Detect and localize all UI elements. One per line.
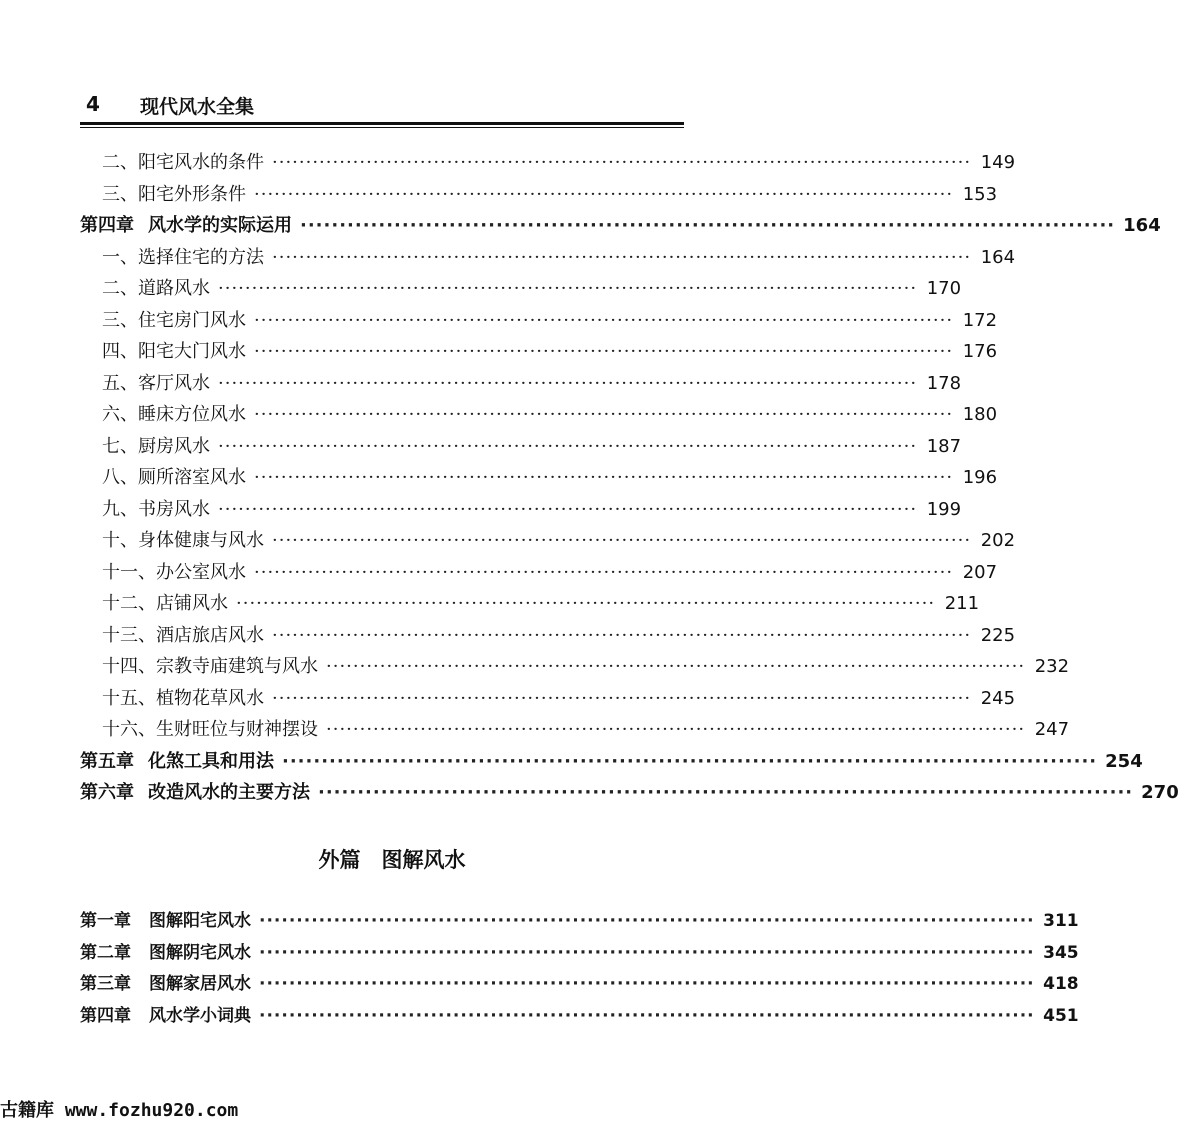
chapter-number: 第六章	[80, 782, 134, 803]
toc-entry-title: 风水学小词典	[149, 1005, 251, 1026]
dot-leader: ········································································································	[218, 278, 918, 299]
toc-entry-label	[80, 746, 274, 778]
toc-entry-title: 图解家居风水	[149, 974, 251, 994]
toc-entry	[80, 399, 998, 431]
toc-entry-title: 六、睡床方位风水	[102, 404, 246, 425]
toc-entry	[80, 336, 998, 368]
toc-entry	[80, 588, 980, 620]
toc-entry-title: 十二、店铺风水	[102, 593, 228, 614]
toc-entry-title: 十四、宗教寺庙建筑与风水	[102, 656, 318, 677]
toc-entry-title: 四、阳宅大门风水	[102, 341, 246, 362]
page-number: 4	[86, 92, 101, 116]
toc-entry-label	[80, 273, 210, 305]
toc-page-number: 311	[1043, 911, 1079, 931]
book-title: 现代风水全集	[140, 96, 255, 118]
toc-entry-label	[80, 305, 246, 337]
toc-entry-title: 十五、植物花草风水	[102, 687, 264, 709]
toc-page-number: 232	[1034, 656, 1070, 677]
toc-page-number: 202	[980, 530, 1016, 551]
chapter-number: 第四章	[80, 1005, 131, 1026]
dot-leader: ········································································································	[259, 974, 1035, 994]
toc-page-number: 149	[980, 152, 1016, 173]
toc-page-number: 418	[1043, 974, 1079, 994]
dot-leader: ········································································································	[326, 719, 1026, 740]
toc-page-number: 170	[926, 278, 962, 299]
toc-page-number: 225	[980, 624, 1016, 646]
header-rule-thick	[80, 122, 684, 125]
section-title: 外篇 图解风水	[318, 847, 466, 872]
toc-entry-label	[80, 368, 210, 400]
toc-entry-title: 图解阳宅风水	[149, 911, 251, 931]
dot-leader: ········································································································	[272, 246, 972, 268]
toc-entry-title: 风水学的实际运用	[148, 215, 292, 236]
toc-entry	[80, 746, 1143, 778]
toc-entry-label	[80, 336, 246, 368]
toc-page-number: 245	[980, 687, 1016, 709]
toc-page-number: 164	[1123, 215, 1161, 236]
dot-leader: ········································································································	[218, 498, 918, 520]
toc-entry	[80, 683, 1016, 715]
toc-entry	[80, 273, 962, 305]
chapter-number: 第二章	[80, 942, 131, 963]
toc-entry	[80, 494, 962, 526]
header-rule-thin	[80, 127, 684, 128]
toc-page-number: 199	[926, 498, 962, 520]
chapter-number: 第一章	[80, 911, 131, 931]
watermark-footer: 古籍库 www.fozhu920.com	[0, 1100, 239, 1121]
toc-entry	[80, 620, 1016, 652]
toc-entry-label	[80, 906, 251, 938]
dot-leader: ········································································································	[254, 561, 954, 583]
toc-page-number: 345	[1043, 942, 1079, 963]
toc-entry-label	[80, 431, 210, 463]
toc-entry-title: 七、厨房风水	[102, 435, 210, 457]
dot-leader: ········································································································	[254, 183, 954, 205]
toc-entry-label	[80, 777, 310, 809]
toc-entry	[80, 368, 962, 400]
toc-entry-label	[80, 651, 318, 683]
dot-leader: ········································································································	[272, 687, 972, 709]
toc-entry-title: 八、厕所溶室风水	[102, 467, 246, 488]
toc-entry	[80, 305, 998, 337]
toc-entry	[80, 938, 1079, 970]
toc-entry	[80, 462, 998, 494]
toc-entry-label	[80, 969, 251, 1001]
toc-page-number: 187	[926, 435, 962, 457]
dot-leader: ········································································································	[326, 656, 1026, 677]
toc-entry-label	[80, 210, 292, 242]
toc-entry-title: 十三、酒店旅店风水	[102, 624, 264, 646]
toc-entry	[80, 906, 1079, 938]
dot-leader: ········································································································	[272, 152, 972, 173]
toc-entry-title: 图解阴宅风水	[149, 942, 251, 963]
toc-page-number: 180	[962, 404, 998, 425]
dot-leader: ········································································································	[259, 1005, 1035, 1026]
toc-entry-label	[80, 683, 264, 715]
toc-entry	[80, 1001, 1079, 1033]
toc-entry-title: 十一、办公室风水	[102, 561, 246, 583]
toc-entry-title: 五、客厅风水	[102, 372, 210, 394]
dot-leader: ········································································································	[318, 782, 1134, 803]
toc-entry	[80, 969, 1079, 1001]
toc-entry-title: 二、道路风水	[102, 278, 210, 299]
toc-entry	[80, 210, 1161, 242]
toc-entry-title: 三、住宅房门风水	[102, 309, 246, 331]
toc-entry-label	[80, 588, 228, 620]
toc-entry	[80, 525, 1016, 557]
toc-entry-label	[80, 462, 246, 494]
toc-page-number: 196	[962, 467, 998, 488]
toc-entry	[80, 714, 1070, 746]
toc-entry-title: 十六、生财旺位与财神摆设	[102, 719, 318, 740]
toc-entry-title: 化煞工具和用法	[148, 750, 274, 772]
toc-entry	[80, 431, 962, 463]
dot-leader: ········································································································	[272, 624, 972, 646]
toc-entry	[80, 242, 1016, 274]
toc-entry-title: 二、阳宅风水的条件	[102, 152, 264, 173]
toc-entry	[80, 777, 1179, 809]
chapter-number: 第四章	[80, 215, 134, 236]
toc-entry-label	[80, 179, 246, 211]
toc-page-number: 247	[1034, 719, 1070, 740]
toc-page-number: 153	[962, 183, 998, 205]
toc-entry-title: 改造风水的主要方法	[148, 782, 310, 803]
toc-entry-title: 十、身体健康与风水	[102, 530, 264, 551]
dot-leader: ········································································································	[272, 530, 972, 551]
toc-entry-label	[80, 399, 246, 431]
dot-leader: ········································································································	[254, 341, 954, 362]
dot-leader: ········································································································	[236, 593, 936, 614]
toc-entry-title: 九、书房风水	[102, 498, 210, 520]
toc-page-number: 176	[962, 341, 998, 362]
dot-leader: ········································································································	[254, 404, 954, 425]
toc-entry-label	[80, 242, 264, 274]
toc-entry	[80, 651, 1070, 683]
dot-leader: ········································································································	[300, 215, 1116, 236]
dot-leader: ········································································································	[259, 942, 1035, 963]
toc-entry-title: 一、选择住宅的方法	[102, 246, 264, 268]
dot-leader: ········································································································	[254, 467, 954, 488]
toc-entry-label	[80, 1001, 251, 1033]
dot-leader: ········································································································	[282, 750, 1098, 772]
toc-page-number: 270	[1141, 782, 1179, 803]
toc-page-number: 164	[980, 246, 1016, 268]
toc-entry-label	[80, 494, 210, 526]
dot-leader: ········································································································	[254, 309, 954, 331]
page-header	[80, 92, 684, 118]
dot-leader: ········································································································	[218, 435, 918, 457]
toc-entry-label	[80, 525, 264, 557]
toc-page-number: 254	[1105, 750, 1143, 772]
toc-page-number: 207	[962, 561, 998, 583]
toc-entry	[80, 179, 998, 211]
dot-leader: ········································································································	[218, 372, 918, 394]
toc-entry	[80, 147, 1016, 179]
chapter-number: 第五章	[80, 750, 134, 772]
toc-page-number: 211	[944, 593, 980, 614]
chapter-number: 第三章	[80, 974, 131, 994]
toc-entry-title: 三、阳宅外形条件	[102, 183, 246, 205]
table-of-contents-appendix	[80, 906, 1079, 1032]
table-of-contents	[80, 147, 1179, 809]
toc-entry-label	[80, 714, 318, 746]
toc-entry-label	[80, 938, 251, 970]
dot-leader: ········································································································	[259, 911, 1035, 931]
toc-page-number: 172	[962, 309, 998, 331]
toc-page-number: 451	[1043, 1005, 1079, 1026]
toc-entry-label	[80, 620, 264, 652]
toc-entry	[80, 557, 998, 589]
toc-entry-label	[80, 557, 246, 589]
toc-page-number: 178	[926, 372, 962, 394]
toc-entry-label	[80, 147, 264, 179]
